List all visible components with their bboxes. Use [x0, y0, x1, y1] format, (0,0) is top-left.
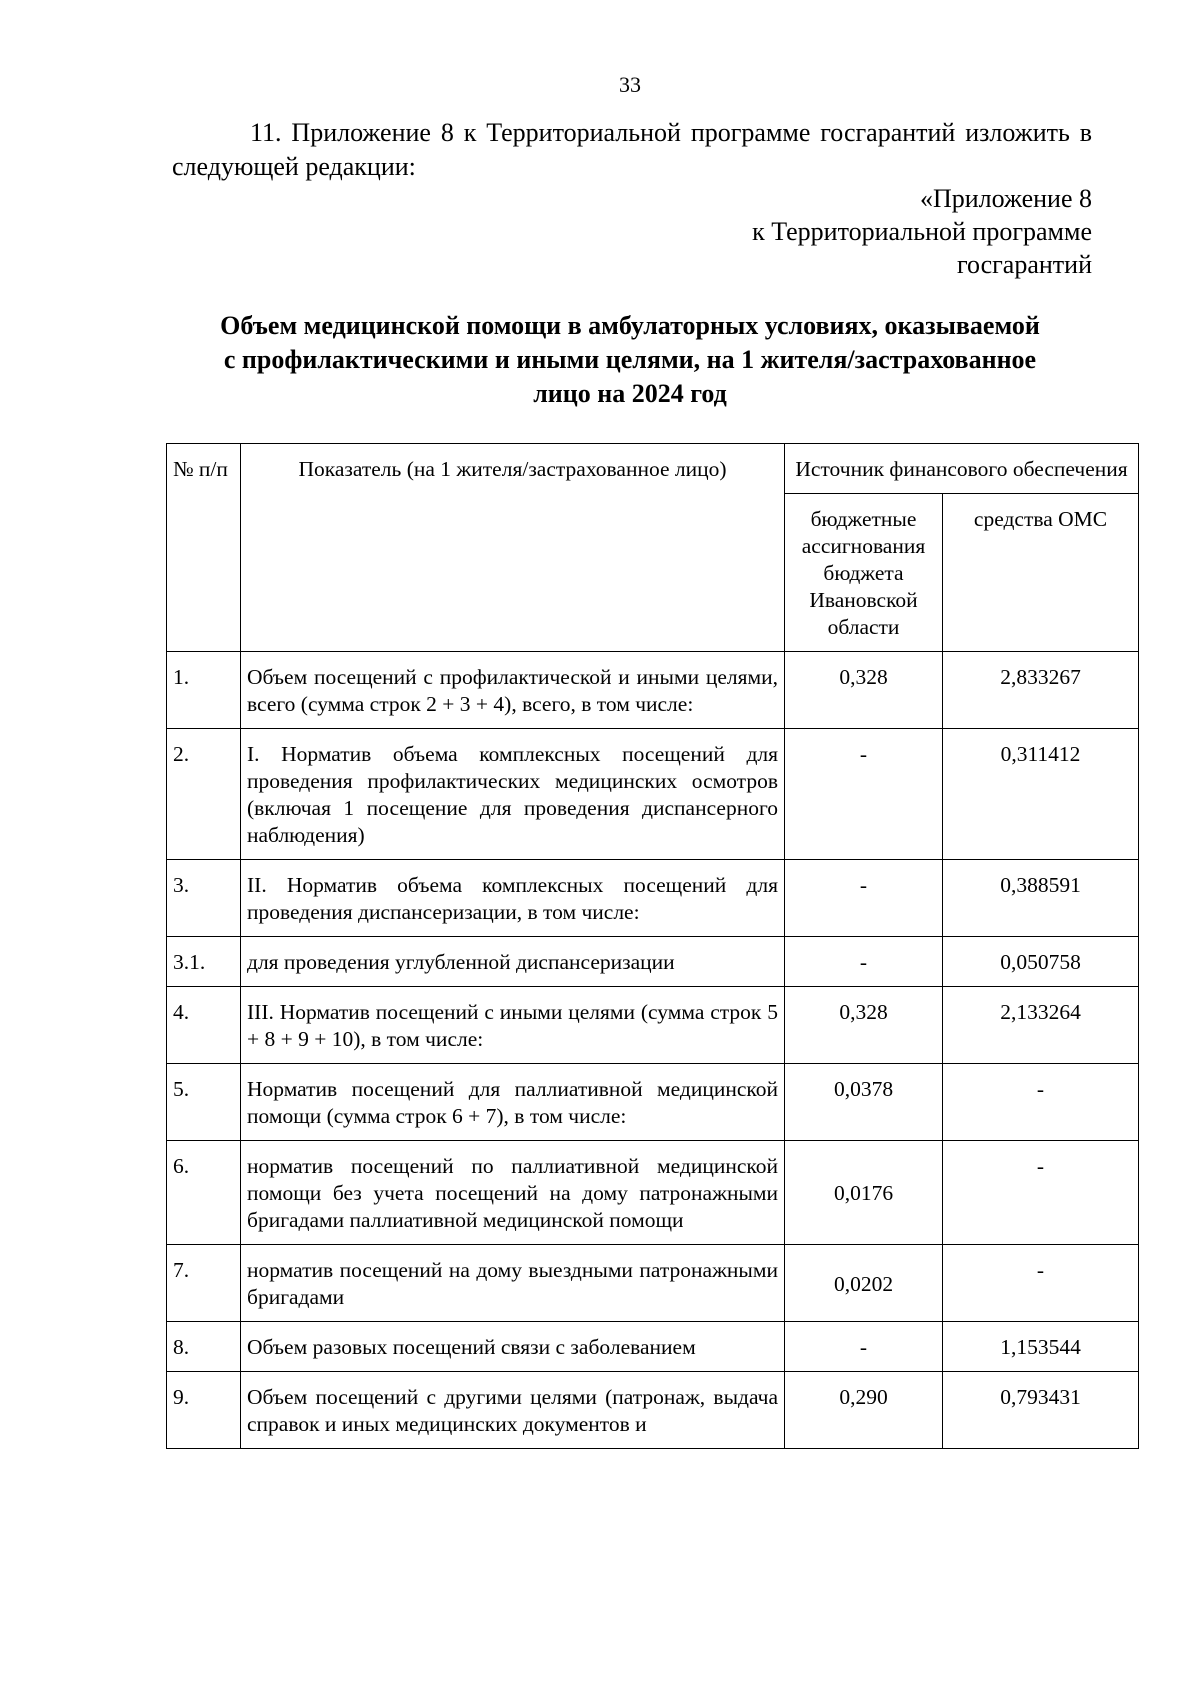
- title-line-2: с профилактическими и иными целями, на 1 жителя/застрахованное: [223, 345, 1037, 374]
- table-row: [167, 1322, 1139, 1372]
- row-num: 2.: [167, 729, 241, 860]
- row-num: 7.: [167, 1245, 241, 1322]
- row-budget: 0,328: [785, 987, 943, 1064]
- table-header-row: [167, 444, 1139, 494]
- row-budget: 0,328: [785, 652, 943, 729]
- table-row: [167, 652, 1139, 729]
- row-budget: -: [785, 860, 943, 937]
- row-oms: -: [943, 1064, 1139, 1141]
- table-row: [167, 1245, 1139, 1322]
- table-row: [167, 937, 1139, 987]
- table-row: [167, 729, 1139, 860]
- row-budget: 0,0202: [785, 1245, 943, 1322]
- row-budget: -: [785, 729, 943, 860]
- row-oms: -: [943, 1245, 1139, 1322]
- table-row: [167, 987, 1139, 1064]
- row-num: 3.1.: [167, 937, 241, 987]
- row-oms: 0,793431: [943, 1372, 1139, 1449]
- row-indicator: норматив посещений на дому выездными патронажными бригадами: [241, 1245, 785, 1322]
- appendix-reference: [600, 182, 1092, 281]
- header-num: № п/п: [167, 444, 241, 652]
- row-num: 3.: [167, 860, 241, 937]
- row-budget: 0,0378: [785, 1064, 943, 1141]
- intro-paragraph: 11. Приложение 8 к Территориальной программе госгарантий изложить в следующей редакции:: [172, 118, 1092, 181]
- row-indicator: III. Норматив посещений с иными целями (сумма строк 5 + 8 + 9 + 10), в том числе:: [241, 987, 785, 1064]
- row-indicator: Объем посещений с другими целями (патронаж, выдача справок и иных медицинских документов и: [241, 1372, 785, 1449]
- volume-table: [166, 443, 1139, 1449]
- row-budget: -: [785, 937, 943, 987]
- title-line-1: Объем медицинской помощи в амбулаторных условиях, оказываемой: [220, 311, 1040, 340]
- row-num: 6.: [167, 1141, 241, 1245]
- row-indicator: II. Норматив объема комплексных посещений для проведения диспансеризации, в том числе:: [241, 860, 785, 937]
- row-oms: 0,311412: [943, 729, 1139, 860]
- row-oms: -: [943, 1141, 1139, 1245]
- document-title: [160, 309, 1100, 411]
- table-row: [167, 1372, 1139, 1449]
- appendix-line-2: к Территориальной программе: [752, 217, 1092, 246]
- row-oms: 1,153544: [943, 1322, 1139, 1372]
- table-row: [167, 860, 1139, 937]
- row-budget: 0,0176: [785, 1141, 943, 1245]
- row-num: 5.: [167, 1064, 241, 1141]
- row-indicator: норматив посещений по паллиативной медицинской помощи без учета посещений на дому патронажными бригадами паллиативной медицинской помощи: [241, 1141, 785, 1245]
- header-source: Источник финансового обеспечения: [785, 444, 1139, 494]
- row-indicator: Норматив посещений для паллиативной медицинской помощи (сумма строк 6 + 7), в том числе:: [241, 1064, 785, 1141]
- row-num: 4.: [167, 987, 241, 1064]
- row-oms: 0,388591: [943, 860, 1139, 937]
- row-oms: 2,133264: [943, 987, 1139, 1064]
- header-indicator: Показатель (на 1 жителя/застрахованное лицо): [241, 444, 785, 652]
- row-indicator: для проведения углубленной диспансеризации: [241, 937, 785, 987]
- row-indicator: Объем разовых посещений связи с заболеванием: [241, 1322, 785, 1372]
- header-budget: бюджетные ассигнования бюджета Ивановской области: [785, 494, 943, 652]
- table-row: [167, 1141, 1139, 1245]
- table-row: [167, 1064, 1139, 1141]
- row-num: 9.: [167, 1372, 241, 1449]
- row-num: 1.: [167, 652, 241, 729]
- row-indicator: Объем посещений с профилактической и иными целями, всего (сумма строк 2 + 3 + 4), всего, в том числе:: [241, 652, 785, 729]
- appendix-line-3: госгарантий: [956, 250, 1092, 279]
- title-line-3: лицо на 2024 год: [533, 379, 727, 408]
- appendix-line-1: «Приложение 8: [919, 184, 1092, 213]
- row-budget: 0,290: [785, 1372, 943, 1449]
- row-budget: -: [785, 1322, 943, 1372]
- row-num: 8.: [167, 1322, 241, 1372]
- row-indicator: I. Норматив объема комплексных посещений для проведения профилактических медицинских осмотров (включая 1 посещение для проведения диспансерного наблюдения): [241, 729, 785, 860]
- row-oms: 0,050758: [943, 937, 1139, 987]
- header-oms: средства ОМС: [943, 494, 1139, 652]
- row-oms: 2,833267: [943, 652, 1139, 729]
- page-number: 33: [619, 72, 641, 97]
